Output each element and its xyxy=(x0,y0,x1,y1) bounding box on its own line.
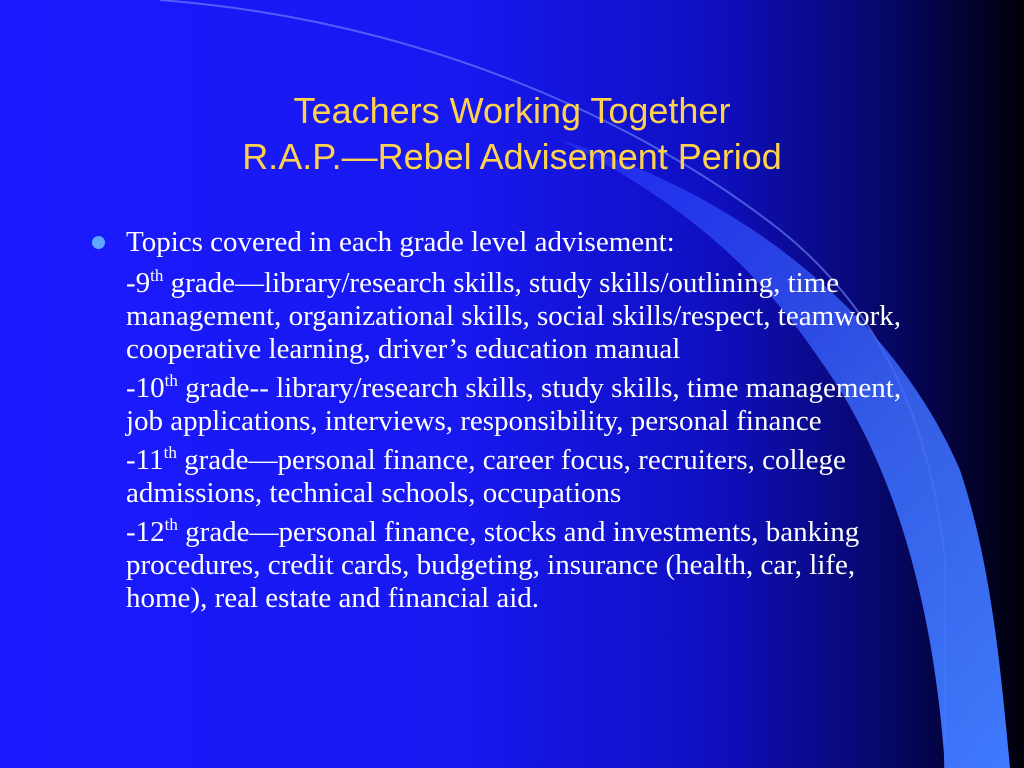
slide-title xyxy=(0,88,1024,180)
title-line-1: Teachers Working Together xyxy=(293,90,731,131)
grade-text: grade—library/research skills, study skills/outlining, time management, organizational skills, social skills/respect, teamwork, cooperative learning, driver’s education manual xyxy=(126,267,902,365)
grade-prefix: -12 xyxy=(126,516,165,548)
grade-prefix: -9 xyxy=(126,267,151,299)
title-line-2: R.A.P.—Rebel Advisement Period xyxy=(242,136,782,177)
grade-item-10 xyxy=(126,372,920,438)
ordinal-sup: th xyxy=(163,443,177,462)
grade-item-12 xyxy=(126,516,920,615)
grade-prefix: -10 xyxy=(126,372,165,404)
bullet-item xyxy=(90,226,920,259)
grade-item-11 xyxy=(126,444,920,510)
bullet-text: Topics covered in each grade level advisement: xyxy=(126,226,675,258)
grade-list xyxy=(126,267,920,615)
slide-content xyxy=(90,226,920,621)
grade-text: grade—personal finance, stocks and investments, banking procedures, credit cards, budgeting, insurance (health, car, life, home), real estate and financial aid. xyxy=(126,516,860,614)
ordinal-sup: th xyxy=(164,371,178,390)
grade-text: grade-- library/research skills, study skills, time management, job applications, interviews, responsibility, personal finance xyxy=(126,372,902,437)
ordinal-sup: th xyxy=(150,266,164,285)
bullet-dot-icon xyxy=(92,236,105,249)
grade-prefix: -11 xyxy=(126,444,164,476)
grade-text: grade—personal finance, career focus, recruiters, college admissions, technical schools, occupations xyxy=(126,444,846,509)
ordinal-sup: th xyxy=(164,515,178,534)
grade-item-9 xyxy=(126,267,920,366)
